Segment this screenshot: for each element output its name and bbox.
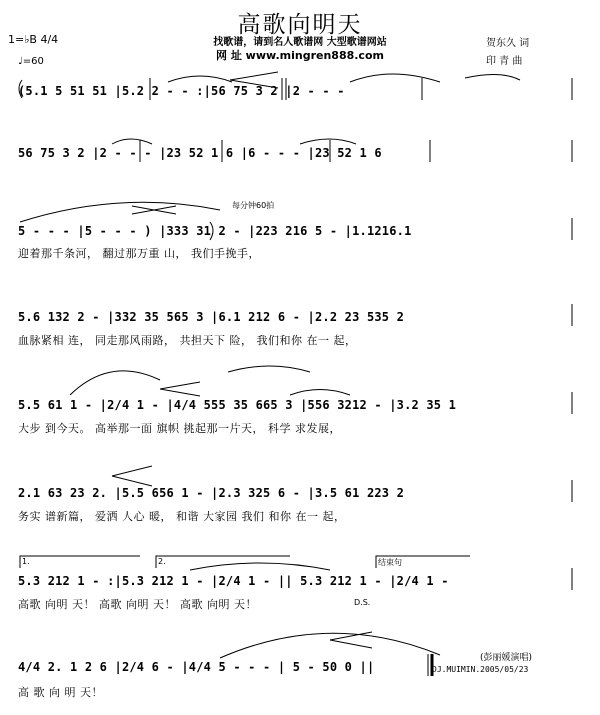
intro-close-paren [210, 222, 213, 240]
second-ending-label: 2. [158, 557, 166, 566]
ds-marking: D.S. [354, 598, 371, 607]
tempo-marking: ♩=60 [18, 56, 44, 67]
score-row-1: (5.1 5 51 51 |5.2 2 - - :|56 75 3 2 |2 - - - [18, 84, 345, 98]
score-row-7: 5.3 212 1 - :|5.3 212 1 - |2/4 1 - || 5.3 212 1 - |2/4 1 - [18, 574, 449, 588]
slur [20, 202, 220, 222]
slur [228, 366, 310, 372]
crescendo-hairpin [160, 382, 200, 396]
first-ending-bracket [20, 556, 140, 568]
score-row-3: 5 - - - |5 - - - ) |333 31 2 - |223 216 5 - |1.1216.1 [18, 224, 412, 238]
coda-label: 结束句 [378, 558, 402, 567]
crescendo-hairpin [230, 72, 278, 88]
transcriber-credit: DJ.MUIMIN.2005/05/23 [432, 665, 529, 674]
tempo-change-note: 每分钟60拍 [232, 201, 275, 210]
slur [300, 139, 356, 144]
score-row-5: 5.5 61 1 - |2/4 1 - |4/4 555 35 665 3 |556 3212 - |3.2 35 1 [18, 398, 457, 412]
score-row-6: 2.1 63 23 2. |5.5 656 1 - |2.3 325 6 - |3.5 61 223 2 [18, 486, 405, 500]
first-ending-label: 1. [22, 557, 30, 566]
site-promo-line: 找歌谱，请到名人歌谱网 大型歌谱网站 [213, 37, 387, 48]
lyrics-row-3: 迎着那千条河， 翻过那万重 山， 我们手挽手， [18, 247, 260, 260]
song-title: 高歌向明天 [237, 12, 363, 38]
slur [168, 76, 232, 82]
slur [220, 633, 440, 658]
score-row-4: 5.6 132 2 - |332 35 565 3 |6.1 212 6 - |2.2 23 535 2 [18, 310, 405, 324]
crescendo-hairpin [112, 466, 152, 486]
lyrics-row-5: 大步 到今天。 高举那一面 旗帜 挑起那一片天， 科学 求发展， [18, 422, 341, 435]
intro-paren [19, 80, 22, 98]
decrescendo-hairpin [132, 206, 176, 214]
key-signature: 1=♭B 4/4 [8, 33, 59, 46]
slur [70, 371, 160, 395]
score-row-8: 4/4 2. 1 2 6 |2/4 6 - |4/4 5 - - - | 5 - 50 0 || [18, 660, 375, 674]
site-url-line: 网 址 www.mingren888.com [216, 49, 384, 62]
slur [465, 74, 520, 80]
slur [190, 563, 330, 570]
lyrics-row-4: 血脉紧相 连， 同走那风雨路， 共担天下 险， 我们和你 在一 起， [18, 334, 357, 347]
crescendo-hairpin [330, 632, 372, 648]
singer-credit: (彭丽媛演唱) [480, 653, 533, 663]
slur [350, 74, 440, 82]
slur [112, 139, 152, 144]
lyrics-row-7: 高歌 向明 天！ 高歌 向明 天！ 高歌 向明 天！ [18, 598, 257, 611]
lyrics-row-8: 高 歌 向 明 天！ [18, 686, 103, 699]
score-row-2: 56 75 3 2 |2 - - - |23 52 1 6 |6 - - - |23 52 1 6 [18, 146, 382, 160]
lyrics-row-6: 务实 谱新篇， 爱洒 人心 暖， 和谐 大家园 我们 和你 在一 起， [18, 510, 346, 523]
composer-credit: 印 青 曲 [486, 56, 523, 67]
slur [290, 390, 350, 396]
second-ending-bracket [156, 556, 290, 568]
coda-bracket [376, 556, 470, 568]
lyricist-credit: 贺东久 词 [486, 38, 530, 49]
